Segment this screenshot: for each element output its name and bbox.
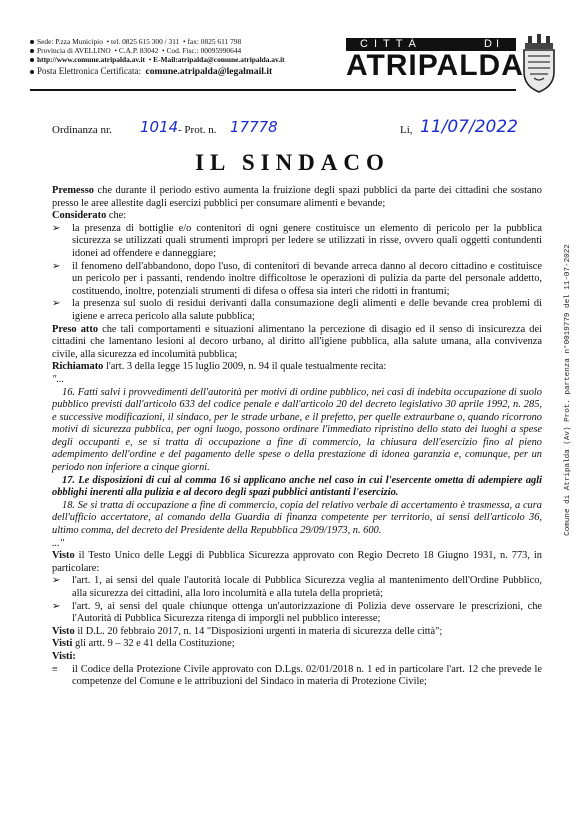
date-label: Li,	[400, 124, 413, 136]
bullet-icon	[30, 70, 34, 74]
date-value: 11/07/2022	[420, 117, 518, 137]
list-item	[52, 601, 542, 626]
letterhead-pec-row	[30, 66, 272, 77]
ordinance-line	[52, 118, 532, 144]
email-link[interactable]: E-Mail:atripalda@comune.atripalda.av.it	[153, 55, 285, 64]
quote-open: "...	[52, 373, 65, 385]
ordinanza-number: 1014	[140, 118, 179, 136]
richiamato-text: l'art. 3 della legge 15 luglio 2009, n. 94 il quale testualmente recita:	[103, 361, 387, 373]
visti-costituzione-paragraph	[52, 638, 542, 651]
letterhead-province-row: Provincia di AVELLINO • C.A.P. 83042 • Cod. Fisc.: 00095990644	[30, 47, 241, 55]
website-link[interactable]: http://www.comune.atripalda.av.it	[37, 55, 145, 64]
visto-label: Visto	[52, 550, 75, 562]
list-item-text: l'art. 1, ai sensi del quale l'autorità locale di Pubblica Sicurezza veglia al mantenimento dell'Ordine Pubblico, alla sicurezza dei cittadini, alla loro incolumità e alla tutela della proprietà;	[72, 575, 542, 599]
arrow-bullet-icon: ➢	[52, 260, 61, 272]
prot-label: - Prot. n.	[178, 124, 217, 136]
premesso-text: che durante il periodo estivo aumenta la fruizione degli spazi pubblici da parte dei cittadini che sostano presso le aree allestite dagli esercizi pubblici per consumare alimenti e bevande;	[52, 185, 542, 209]
quote-comma-18: 18. Se si tratta di occupazione a fine di commercio, copia del relativo verbale di accertamento è trasmessa, a cura dell'ufficio accertatore, al comando della Guardia di finanza competente per territorio, ai sensi dell'articolo 36, ultimo comma, del decreto del Presidente della Repubblica 29/09/1973, n. 600.	[52, 499, 542, 537]
premesso-paragraph	[52, 185, 542, 210]
bullet-icon	[30, 49, 34, 53]
visto-label: Visto	[52, 625, 75, 637]
page-title: IL SINDACO	[195, 150, 390, 175]
fiscal-code: Cod. Fisc.: 00095990644	[166, 46, 242, 55]
coat-of-arms-icon	[520, 34, 558, 94]
arrow-bullet-icon: ➢	[52, 222, 61, 234]
bullet-icon	[30, 58, 34, 62]
letterhead-divider	[30, 89, 516, 91]
letterhead	[30, 36, 550, 100]
protocol-stamp	[558, 180, 578, 600]
ordinanza-label: Ordinanza nr.	[52, 124, 112, 136]
list-item	[52, 298, 542, 323]
pec-email-link[interactable]: comune.atripalda@legalmail.it	[145, 66, 273, 77]
fax: fax: 0825 611 798	[187, 37, 242, 46]
citta-label: CITTÀ	[360, 38, 422, 50]
list-item	[52, 223, 542, 261]
considerato-paragraph	[52, 210, 542, 223]
visti-paragraph	[52, 651, 542, 664]
arrow-bullet-icon: ➢	[52, 575, 61, 587]
considerato-text: che:	[106, 210, 127, 222]
considerato-label: Considerato	[52, 210, 107, 222]
quote-comma-16: 16. Fatti salvi i provvedimenti dell'autorità per motivi di ordine pubblico, nei casi di indebita occupazione di suolo pubblico previsti dall'articolo 633 del codice penale e dall'articolo 20 del decreto legislativo 30 aprile 1992, n. 285, e successive modificazioni, il sindaco, per le strade urbane, e il prefetto, per quelle extraurbane o, quando ricorrono motivi di sicurezza pubblica, per ogni luogo, possono ordinare l'immediato ripristino dello stato dei luoghi a spese degli occupanti e, se si tratta di occupazione a fine di commercio, la chiusura dell'esercizio fino al pieno adempimento dell'ordine e del pagamento delle spese o della prestazione di idonea garanzia e, comunque, per un periodo non inferiore a cinque giorni.	[52, 386, 542, 474]
visti-text: gli artt. 9 – 32 e 41 della Costituzione;	[72, 638, 235, 650]
visti-label: Visti	[52, 638, 73, 650]
equal-bullet-icon: ≡	[52, 663, 58, 675]
pec-label: Posta Elettronica Certificata:	[37, 66, 141, 76]
richiamato-label: Richiamato	[52, 361, 104, 373]
list-item-text: la presenza di bottiglie e/o contenitori di ogni genere costituisce un elemento di pericolo per la pubblica sicurezza se utilizzati quali strumenti impropri per ledere se utilizzati in risse, ovvero quali oggetti contundenti idonei ad offendere e danneggiare;	[72, 222, 542, 259]
address: Sede: P.zza Municipio	[37, 37, 103, 46]
list-item-text: la presenza sul suolo di residui derivanti dalla consumazione degli alimenti e delle bevande crea problemi di igiene e arreca pericolo alla salute pubblica;	[72, 298, 542, 322]
list-item	[52, 261, 542, 299]
quote-close: ..."	[52, 537, 65, 549]
preso-atto-label: Preso atto	[52, 323, 99, 335]
visto-text: il Testo Unico delle Leggi di Pubblica Sicurezza approvato con Regio Decreto 18 Giugno 1931, n. 773, in particolare:	[52, 550, 542, 574]
list-item	[52, 664, 542, 689]
letterhead-web-row: http://www.comune.atripalda.av.it • E-Mail:atripalda@comune.atripalda.av.it	[30, 56, 285, 64]
ordinance-body	[52, 185, 542, 689]
list-item-text: il Codice della Protezione Civile approvato con D.Lgs. 02/01/2018 n. 1 ed in particolare l'art. 12 che prevede le competenze del Comune e le attribuzioni del Sindaco in materia di Protezione Civile;	[72, 663, 542, 688]
quote-comma-17: 17. Le disposizioni di cui al comma 16 si applicano anche nel caso in cui l'esercente ometta di adempiere agli obblighi inerenti alla pulizia e al decoro degli spazi pubblici antistanti l'esercizio.	[52, 474, 542, 499]
phone: tel. 0825 615 300 / 311	[111, 37, 180, 46]
letterhead-address-row: Sede: P.zza Municipio • tel. 0825 615 300 / 311 • fax: 0825 611 798	[30, 38, 241, 46]
arrow-bullet-icon: ➢	[52, 298, 61, 310]
province: Provincia di AVELLINO	[37, 46, 111, 55]
premesso-label: Premesso	[52, 185, 94, 196]
cap: C.A.P. 83042	[118, 46, 159, 55]
city-name: ATRIPALDA	[346, 49, 524, 82]
preso-atto-paragraph	[52, 324, 542, 362]
visto-dl-paragraph	[52, 626, 542, 639]
list-item-text: l'art. 9, ai sensi del quale chiunque ottenga un'autorizzazione di Polizia deve osservare le prescrizioni, che l'Autorità di Pubblica Sicurezza ritenga di imporgli nel pubblico interesse;	[72, 600, 542, 625]
prot-number: 17778	[230, 118, 278, 136]
di-label: DI	[484, 38, 503, 50]
richiamato-paragraph	[52, 361, 542, 374]
visto-text: il D.L. 20 febbraio 2017, n. 14 "Disposizioni urgenti in materia di sicurezza delle città";	[74, 625, 443, 637]
arrow-bullet-icon: ➢	[52, 600, 61, 612]
bullet-icon	[30, 40, 34, 44]
list-item	[52, 575, 542, 600]
protocol-stamp-text: Comune di Atripalda (Av) Prot. partenza n°0019779 del 11-07-2022	[564, 244, 572, 536]
visto-tulps-paragraph	[52, 550, 542, 575]
preso-atto-text: che tali comportamenti e situazioni alimentano la percezione di disagio ed il senso di insicurezza dei cittadini che lamentano lesioni al decoro urbano, al diritto all'igiene pubblica, alla salute umana, alla convivenza civile, alla sicurezza ed incolumità pubblica;	[52, 323, 542, 360]
list-item-text: il fenomeno dell'abbandono, dopo l'uso, di contenitori di bevande arreca danno al decoro cittadino e costituisce un pericolo per i passanti, rendendo inoltre difficoltose le operazioni di pulizia da parte del personale addetto, costituendo, inoltre, potenziali strumenti di difesa o offesa sia interi che ridotti in frantumi;	[72, 260, 542, 297]
visti-label: Visti:	[52, 650, 76, 662]
